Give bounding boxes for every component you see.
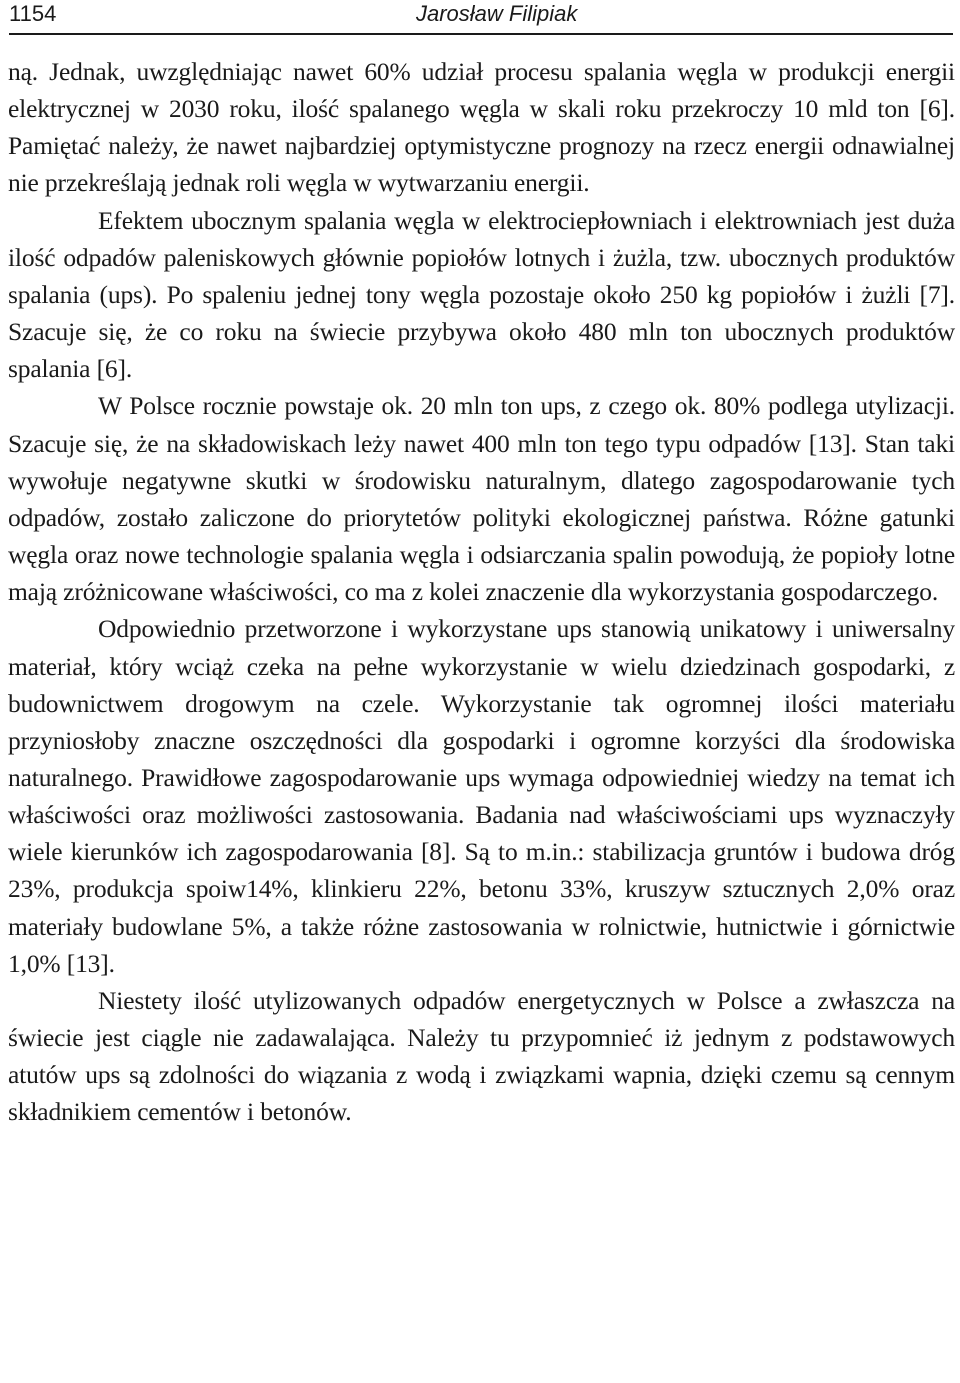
paragraph-4: Odpowiednio przetworzone i wykorzystane ups stanowią unikatowy i uniwersalny materiał, który wciąż czeka na pełne wykorzystanie w wielu dziedzinach gospodarki, z budownictwem drogowym na czele. Wykorzystanie tak ogromnej ilości materiału przyniosłoby znaczne oszczędności dla gospodarki i ogromne korzyści dla środowiska naturalnego. Prawidłowe zagospodarowanie ups wymaga odpowiedniej wiedzy na temat ich właściwości oraz możliwości zastosowania. Badania nad właściwościami ups wyznaczyły wiele kierunków ich zagospodarowania [8]. Są to m.in.: stabilizacja gruntów i budowa dróg 23%, produkcja spoiw14%, klinkieru 22%, betonu 33%, kruszyw sztucznych 2,0% oraz materiały budowlane 5%, a także różne zastosowania w rolnictwie, hutnictwie i górnictwie 1,0% [13].: [8, 614, 955, 978]
paragraph-1: ną. Jednak, uwzględniając nawet 60% udział procesu spalania węgla w produkcji energii elektrycznej w 2030 roku, ilość spalanego węgla w skali roku przekroczy 10 mld ton [6]. Pamiętać należy, że nawet najbardziej optymistyczne prognozy na rzecz energii odnawialnej nie przekreślają jednak roli węgla w wytwarzaniu energii.: [8, 57, 955, 198]
paragraph-5: Niestety ilość utylizowanych odpadów energetycznych w Polsce a zwłaszcza na świecie jest ciągle nie zadawalająca. Należy tu przypomnieć iż jednym z podstawowych atutów ups są zdolności do wiązania z wodą i związkami wapnia, dzięki czemu są cennym składnikiem cementów i betonów.: [8, 985, 955, 1127]
paragraph-3: W Polsce rocznie powstaje ok. 20 mln ton ups, z czego ok. 80% podlega utylizacji. Szacuje się, że na składowiskach leży nawet 400 mln ton tego typu odpadów [13]. Stan taki wywołuje negatywne skutki w środowisku naturalnym, dlatego zagospodarowanie tych odpadów, zostało zaliczone do priorytetów polityki ekologicznej państwa. Różne gatunki węgla oraz nowe technologie spalania węgla i odsiarczania spalin powodują, że popioły lotne mają zróżnicowane właściwości, co ma z kolei znaczenie dla wykorzystania gospodarczego.: [8, 391, 955, 607]
page-number: 1154: [9, 1, 57, 26]
running-head-author: Jarosław Filipiak: [416, 1, 578, 26]
page-header: [9, 0, 953, 31]
body-text: [8, 53, 955, 1131]
header-rule: [9, 33, 953, 35]
paragraph-2: Efektem ubocznym spalania węgla w elektrociepłowniach i elektrowniach jest duża ilość odpadów paleniskowych głównie popiołów lotnych i żużla, tzw. ubocznych produktów spalania (ups). Po spaleniu jednej tony węgla pozostaje około 250 kg popiołów i żużli [7]. Szacuje się, że co roku na świecie przybywa około 480 mln ton ubocznych produktów spalania [6].: [8, 205, 955, 384]
